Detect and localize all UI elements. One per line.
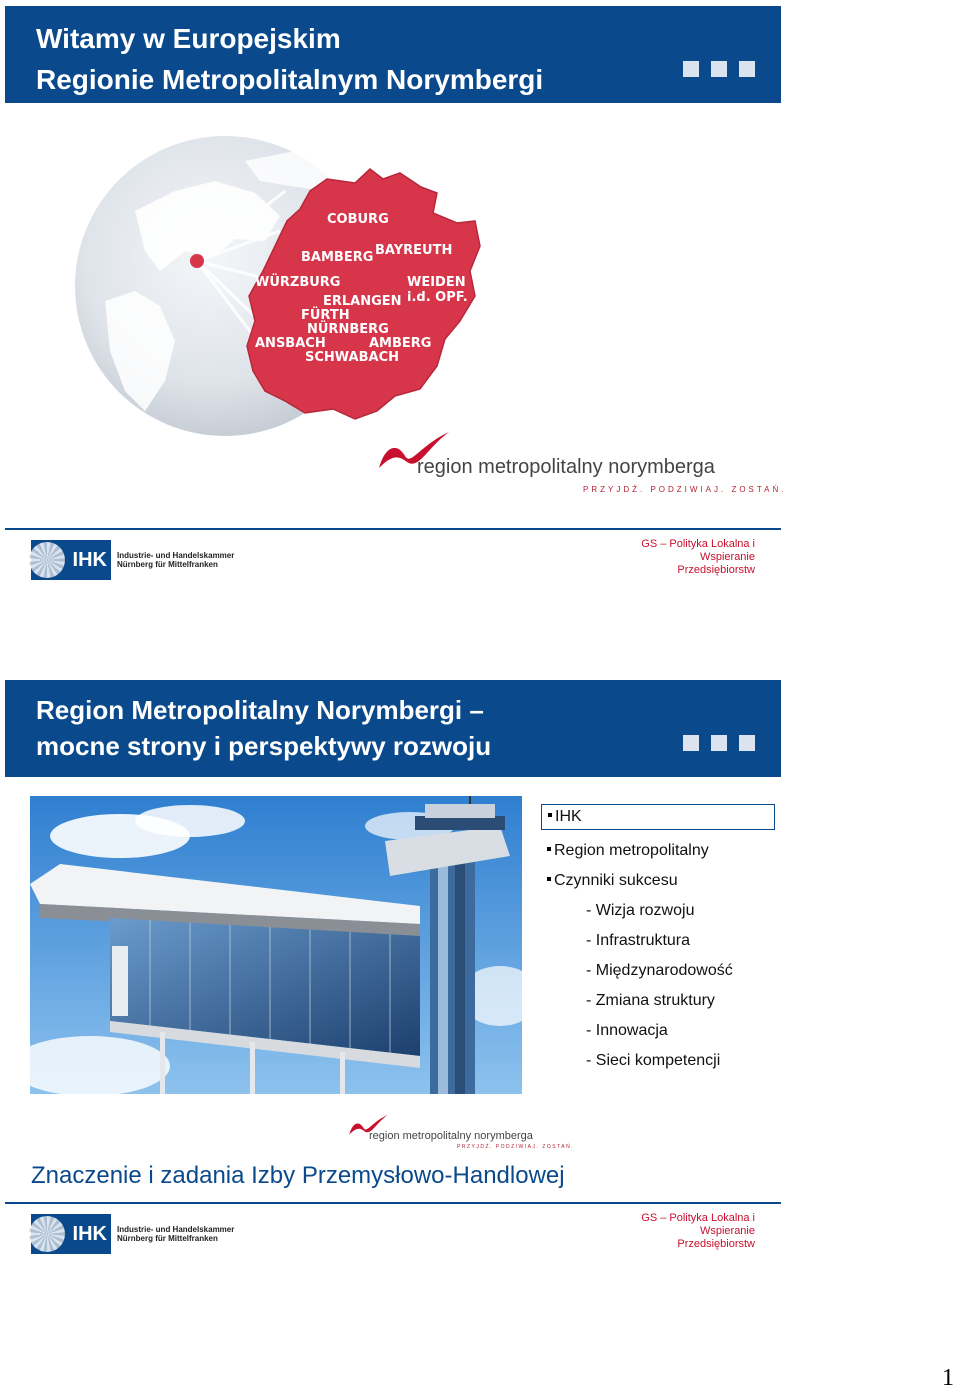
agenda-subitem: - Sieci kompetencji (586, 1052, 721, 1069)
slide-2-title-line2: mocne strony i perspektywy rozwoju (36, 731, 492, 761)
slide-2-title-line1: Region Metropolitalny Norymbergi – (36, 695, 484, 725)
gs-line2: Wspieranie (699, 1225, 755, 1237)
slide-1-title-line1: Witamy w Europejskim (36, 23, 341, 54)
ihk-subtitle-line1: Industrie- und Handelskammer (117, 1225, 235, 1234)
agenda-item-label: Czynniki sukcesu (554, 872, 678, 889)
map-label-weiden-opf: i.d. OPF. (407, 290, 468, 305)
ihk-logo (31, 1214, 234, 1254)
map-label-coburg: COBURG (327, 212, 389, 227)
section-title: Znaczenie i zadania Izby Przemysłowo-Handlowej (31, 1162, 565, 1189)
globe-map-illustration (65, 121, 505, 441)
decor-squares (683, 61, 755, 77)
agenda-item-label: Region metropolitalny (554, 842, 709, 859)
slide-1-title-line2: Regionie Metropolitalnym Norymbergi (36, 64, 544, 95)
map-label-ansbach: ANSBACH (255, 336, 326, 351)
map-label-schwabach: SCHWABACH (305, 350, 399, 365)
agenda-subitem: - Wizja rozwoju (586, 902, 695, 919)
region-logo-name: region metropolitalny norymberga (369, 1130, 533, 1142)
ihk-subtitle-line1: Industrie- und Handelskammer (117, 551, 235, 560)
ihk-logo-subtitle (117, 1225, 234, 1243)
ihk-logo-subtitle (117, 551, 234, 569)
map-label-bayreuth: BAYREUTH (375, 243, 453, 258)
cogwheel-icon (29, 542, 65, 578)
gs-department-label (641, 1212, 755, 1251)
map-label-erlangen: ERLANGEN (323, 294, 402, 309)
map-label-nuernberg: NÜRNBERG (307, 322, 389, 337)
ihk-subtitle-line2: Nürnberg für Mittelfranken (117, 560, 218, 569)
region-logo-tagline: PRZYJDŹ. PODZIWIAJ. ZOSTAŃ. (457, 1144, 575, 1150)
cogwheel-icon (29, 1216, 65, 1252)
map-label-weiden: WEIDEN (407, 275, 466, 290)
agenda-item-label: IHK (555, 808, 582, 825)
ihk-logo-text: IHK (72, 1222, 107, 1245)
map-label-amberg: AMBERG (369, 336, 432, 351)
agenda-subitem: - Międzynarodowość (586, 962, 733, 979)
gs-line1: GS – Polityka Lokalna i (641, 538, 755, 550)
agenda-item-region (541, 836, 781, 866)
map-label-wuerzburg: WÜRZBURG (255, 275, 341, 290)
region-logo-small (347, 1112, 575, 1152)
slide-1 (5, 6, 787, 586)
region-logo-tagline: PRZYJDŹ. PODZIWIAJ. ZOSTAŃ. (583, 485, 787, 494)
decor-squares (683, 735, 755, 751)
ihk-logo-box (31, 540, 111, 580)
ihk-logo (31, 540, 234, 580)
map-label-bamberg: BAMBERG (301, 250, 374, 265)
slide-2-footer-line (5, 1202, 781, 1204)
agenda-item-success-factors (541, 866, 781, 896)
airport-tower-photo (30, 796, 522, 1094)
slide-2 (5, 680, 781, 1270)
slide-1-title-banner (5, 6, 781, 103)
agenda-subitem: - Infrastruktura (586, 932, 691, 949)
gs-department-label (641, 538, 755, 577)
agenda-subitem: - Innowacja (586, 1022, 668, 1039)
gs-line1: GS – Polityka Lokalna i (641, 1212, 755, 1224)
region-logo-name: region metropolitalny norymberga (417, 456, 715, 478)
ihk-subtitle-line2: Nürnberg für Mittelfranken (117, 1234, 218, 1243)
slide-2-title-banner (5, 680, 781, 777)
ihk-logo-text: IHK (72, 548, 107, 571)
agenda-list (541, 804, 781, 1076)
page-number: 1 (942, 1365, 954, 1391)
gs-line2: Wspieranie (699, 551, 755, 563)
ihk-logo-box (31, 1214, 111, 1254)
map-label-fuerth: FÜRTH (301, 308, 350, 323)
region-logo (375, 428, 787, 498)
agenda-item-ihk (541, 804, 775, 830)
agenda-subitem: - Zmiana struktury (586, 992, 715, 1009)
slide-1-footer-line (5, 528, 781, 530)
gs-line3: Przedsiębiorstw (677, 564, 755, 576)
gs-line3: Przedsiębiorstw (677, 1238, 755, 1250)
